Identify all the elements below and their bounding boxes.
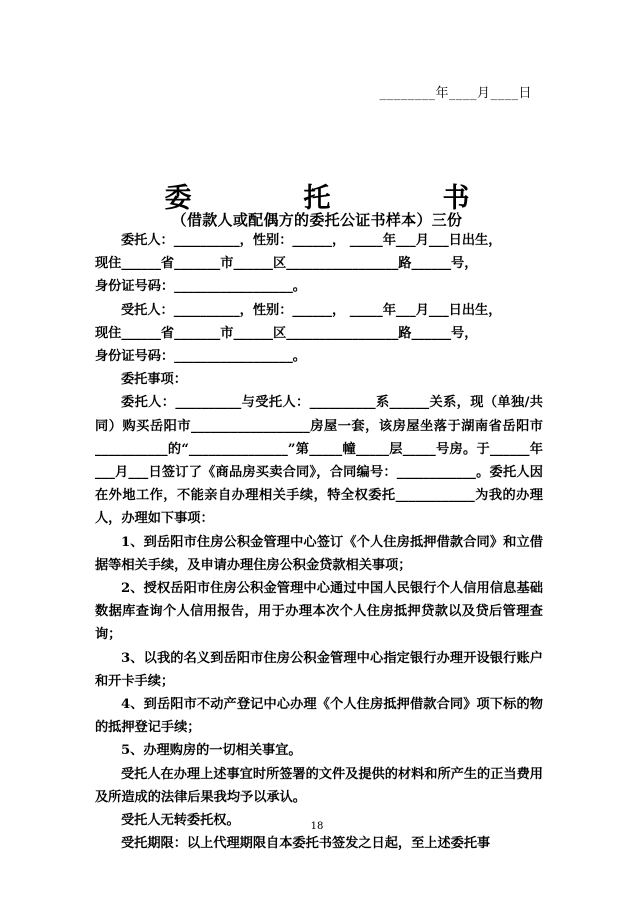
page-number: 18 <box>310 821 324 832</box>
title-char: 书 <box>442 183 470 214</box>
paragraph: 委托人：__________与受托人：__________系______关系，现（单独/共同）购买岳阳市__________________房屋一套，该房屋坐落于湖南省岳阳市___________的“_______________”第_____幢_____层_____号房。于______年___月___日签订了《商品房买卖合同》，合同编号：____________。委托人因在外地工作，不能亲自办理相关手续，特全权委托____________为我的办理人，办理如下事项： <box>95 395 543 527</box>
date-line: ________年____月____日 <box>379 86 532 101</box>
list-item: 5、办理购房的一切相关事宜。 <box>121 743 302 759</box>
paragraph: 受托人在办理上述事宜时所签署的文件及提供的材料和所产生的正当费用及所造成的法律后果我均予以承认。 <box>95 766 543 805</box>
list-item: 1、到岳阳市住房公积金管理中心签订《个人住房抵押借款合同》和立借据等相关手续，及申请办理住房公积金贷款相关事项； <box>95 534 543 573</box>
paragraph: 受托期限：以上代理期限自本委托书签发之日起，至上述委托事 <box>121 836 491 852</box>
section-heading: 委托事项： <box>121 372 187 388</box>
title-char: 托 <box>303 183 331 214</box>
paragraph: 现住______省_______市______区_________________路______号， <box>95 325 478 341</box>
paragraph: 受托人无转委托权。 <box>121 813 240 829</box>
paragraph: 现住______省_______市______区_________________路______号， <box>95 256 478 272</box>
paragraph: 受托人：__________，性别：______， _____年___月___日出生， <box>121 302 502 318</box>
paragraph: 身份证号码：__________________。 <box>95 279 306 295</box>
title-char: 委 <box>164 183 192 214</box>
list-item: 2、授权岳阳市住房公积金管理中心通过中国人民银行个人信用信息基础数据库查询个人信用报告，用于办理本次个人住房抵押贷款以及贷后管理查询； <box>95 581 543 643</box>
list-item: 4、到岳阳市不动产登记中心办理《个人住房抵押借款合同》项下标的物的抵押登记手续； <box>95 697 543 736</box>
list-item: 3、以我的名义到岳阳市住房公积金管理中心指定银行办理开设银行账户和开卡手续； <box>95 650 543 689</box>
paragraph: 身份证号码：__________________。 <box>95 349 306 365</box>
document-body <box>95 229 543 855</box>
paragraph: 委托人：__________，性别：______， _____年___月___日出生， <box>121 233 502 248</box>
document-subtitle: （借款人或配偶方的委托公证书样本）三份 <box>171 211 463 229</box>
